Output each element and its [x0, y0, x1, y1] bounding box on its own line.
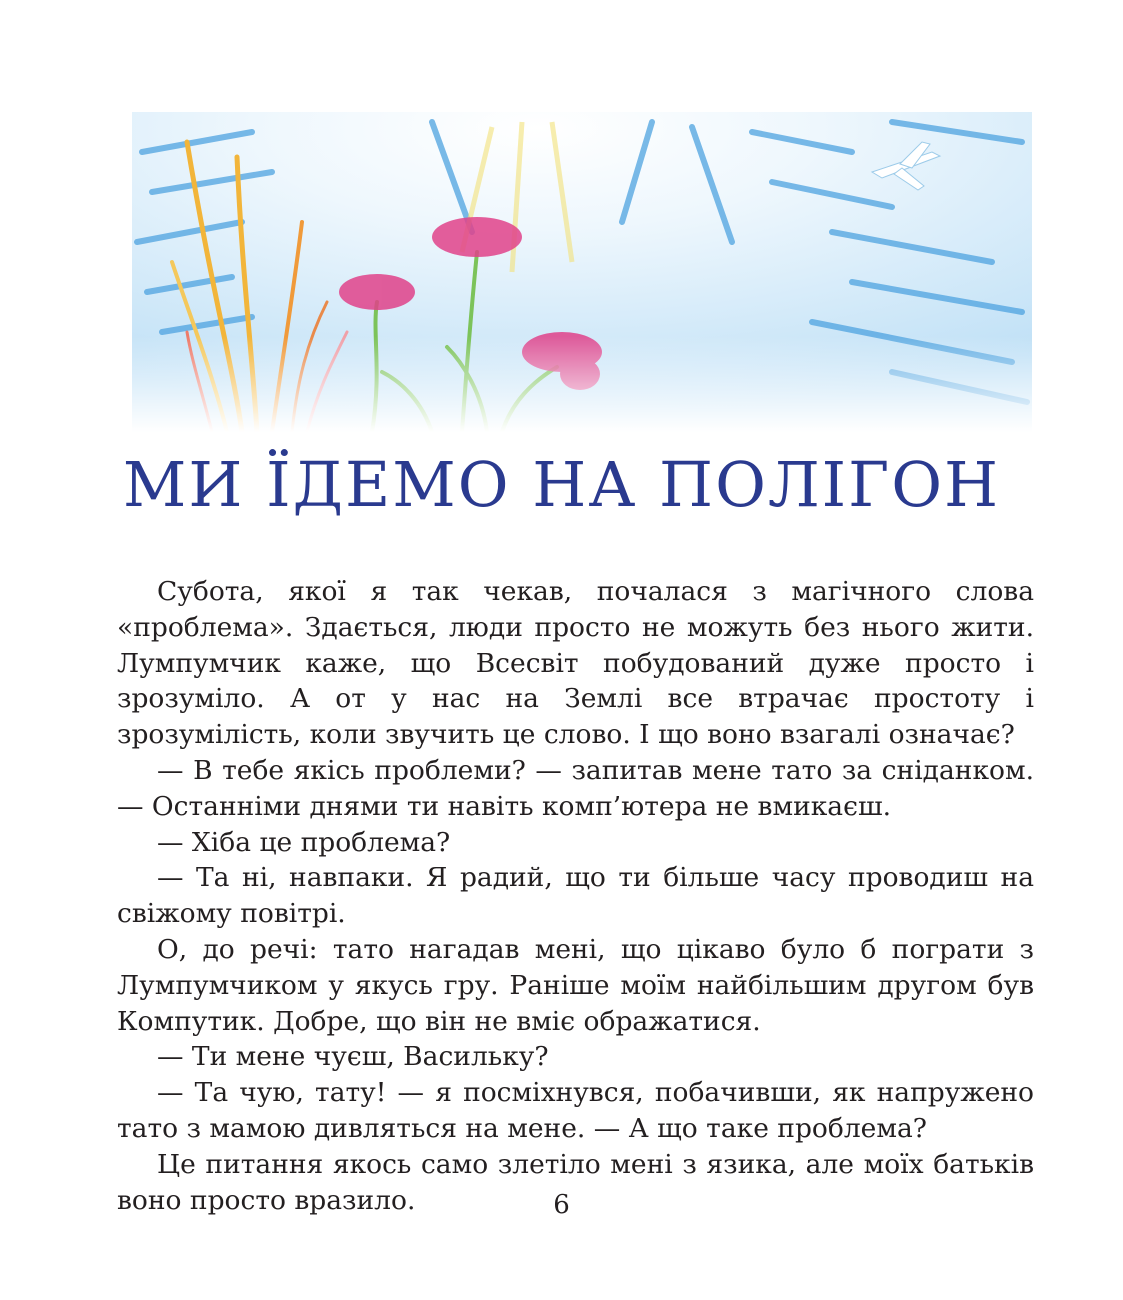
paragraph: — Та чую, тату! — я посміхнувся, побачивши, як напружено тато з мамою дивляться на мене. — А що таке проблема? [117, 1077, 1034, 1144]
paragraph: — В тебе якісь проблеми? — запитав мене тато за сніданком. — Останніми днями ти навіть комп’ютера не вмикаєш. [117, 754, 1034, 822]
page-number: 6 [553, 1190, 570, 1220]
paragraph: — Хіба це проблема? [157, 826, 451, 858]
paragraph: Це питання якось само злетіло мені з язика, але моїх батьків воно просто вразило. [117, 1148, 1034, 1216]
header-illustration [132, 112, 1032, 432]
paragraph: О, до речі: тато нагадав мені, що цікаво було б пограти з Лумпумчиком у якусь гру. Раніше моїм найбільшим другом був Компутик. Добре, що він не вміє ображатися. [117, 933, 1034, 1037]
page-title: МИ ЇДЕМО НА ПОЛІГОН [122, 448, 1001, 521]
paragraph: Субота, якої я так чекав, почалася з магічного слова «проблема». Здається, люди просто не можуть без нього жити. Лумпумчик каже, що Всесвіт побудований дуже просто і зрозуміло. А от у нас на Землі все втрачає простоту і зрозумілість, коли звучить це слово. І що воно взагалі означає? [117, 576, 1034, 751]
body-text [117, 574, 1034, 1218]
paragraph: — Ти мене чуєш, Васильку? [157, 1041, 549, 1073]
paragraph: — Та ні, навпаки. Я радий, що ти більше часу проводиш на свіжому повітрі. [117, 862, 1034, 930]
